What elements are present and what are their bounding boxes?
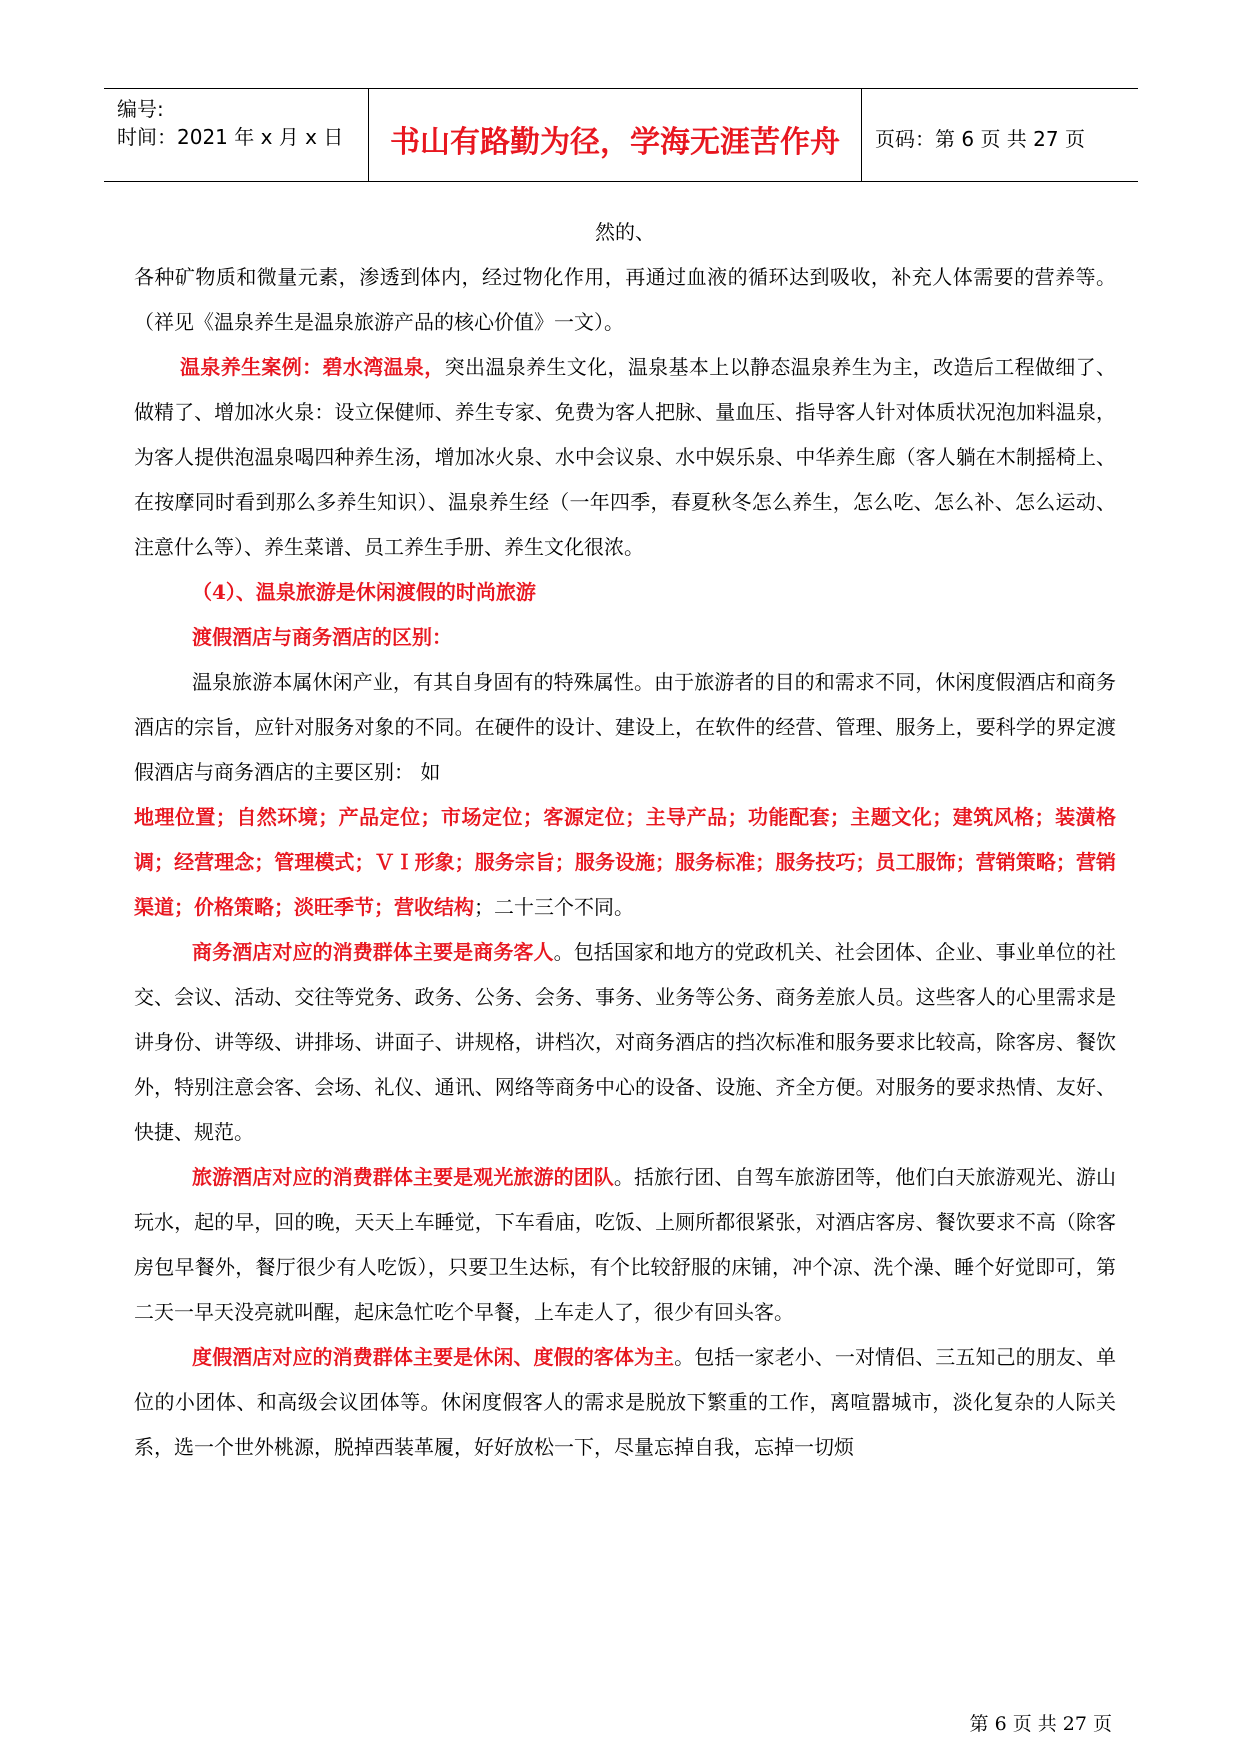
highlight-heading: 旅游酒店对应的消费群体主要是观光旅游的团队 [192,1165,614,1189]
paragraph-tourist-hotel [134,1155,1116,1335]
highlight-heading: 温泉养生案例：碧水湾温泉， [180,355,445,379]
paragraph-resort-hotel [134,1335,1116,1470]
paragraph-text: 。包括国家和地方的党政机关、社会团体、企业、事业单位的社交、会议、活动、交往等党务、政务、公务、会务、事务、业务等公务、商务差旅人员。这些客人的心里需求是讲身份、讲等级、讲排场、讲面子、讲规格，讲档次，对商务酒店的挡次标准和服务要求比较高，除客房、餐饮外，特别注意会客、会场、礼仪、通讯、网络等商务中心的设备、设施、齐全方便。对服务的要求热情、友好、快捷、规范。 [134,940,1117,1144]
highlight-list: 地理位置；自然环境；产品定位；市场定位；客源定位；主导产品；功能配套；主题文化；建筑风格；装潢格调；经营理念；管理模式；ＶＩ形象；服务宗旨；服务设施；服务标准；服务技巧；员工服饰；营销策略；营销渠道；价格策略；淡旺季节；营收结构 [134,805,1116,919]
paragraph-continuation: 然的、 [595,220,655,244]
header-motto-cell [369,89,862,181]
paragraph-case-study [134,345,1116,570]
paragraph-text: 。括旅行团、自驾车旅游团等，他们白天旅游观光、游山玩水，起的早，回的晚，天天上车睡觉，下车看庙，吃饭、上厕所都很紧张，对酒店客房、餐饮要求不高（除客房包早餐外，餐厅很少有人吃饭），只要卫生达标，有个比较舒服的床铺，冲个凉、洗个澡、睡个好觉即可，第二天一早天没亮就叫醒，起床急忙吃个早餐，上车走人了，很少有回头客。 [134,1165,1117,1324]
header-meta-cell [104,89,369,181]
paragraph: 温泉旅游本属休闲产业，有其自身固有的特殊属性。由于旅游者的目的和需求不同，休闲度假酒店和商务酒店的宗旨，应针对服务对象的不同。在硬件的设计、建设上，在软件的经营、管理、服务上，要科学的界定渡假酒店与商务酒店的主要区别： 如 [134,670,1116,784]
header-page-cell [862,89,1138,181]
paragraph-text: 。包括一家老小、一对情侣、三五知己的朋友、单位的小团体、和高级会议团体等。休闲度假客人的需求是脱放下繁重的工作，离喧嚣城市，淡化复杂的人际关系，选一个世外桃源，脱掉西装革履，好好放松一下，尽量忘掉自我，忘掉一切烦 [134,1345,1117,1459]
page-footer-number: 第 6 页 共 27 页 [969,1713,1112,1735]
document-header [104,88,1138,182]
highlight-heading: 度假酒店对应的消费群体主要是休闲、度假的客体为主 [192,1345,675,1369]
paragraph-differences-list [134,795,1116,930]
paragraph-text: 突出温泉养生文化，温泉基本上以静态温泉养生为主，改造后工程做细了、做精了、增加冰火泉：设立保健师、养生专家、免费为客人把脉、量血压、指导客人针对体质状况泡加料温泉，为客人提供泡温泉喝四种养生汤，增加冰火泉、水中会议泉、水中娱乐泉、中华养生廊（客人躺在木制摇椅上、在按摩同时看到那么多养生知识）、温泉养生经（一年四季，春夏秋冬怎么养生，怎么吃、怎么补、怎么运动、注意什么等）、养生菜谱、员工养生手册、养生文化很浓。 [134,355,1117,559]
subsection-heading: 渡假酒店与商务酒店的区别： [192,625,452,649]
header-page-info: 页码：第 6 页 共 27 页 [875,127,1085,151]
document-body [134,210,1116,1470]
paragraph: 各种矿物质和微量元素，渗透到体内，经过物化作用，再通过血液的循环达到吸收，补充人体需要的营养等。（祥见《温泉养生是温泉旅游产品的核心价值》一文）。 [134,265,1116,334]
section-heading: （4）、温泉旅游是休闲渡假的时尚旅游 [192,580,536,604]
highlight-heading: 商务酒店对应的消费群体主要是商务客人 [192,940,554,964]
header-motto: 书山有路勤为径，学海无涯苦作舟 [390,125,840,160]
paragraph-text: ；二十三个不同。 [474,895,634,919]
document-time-label: 时间：2021 年 x 月 x 日 [117,125,344,149]
document-number-label: 编号: [117,97,164,121]
paragraph-business-hotel [134,930,1116,1155]
